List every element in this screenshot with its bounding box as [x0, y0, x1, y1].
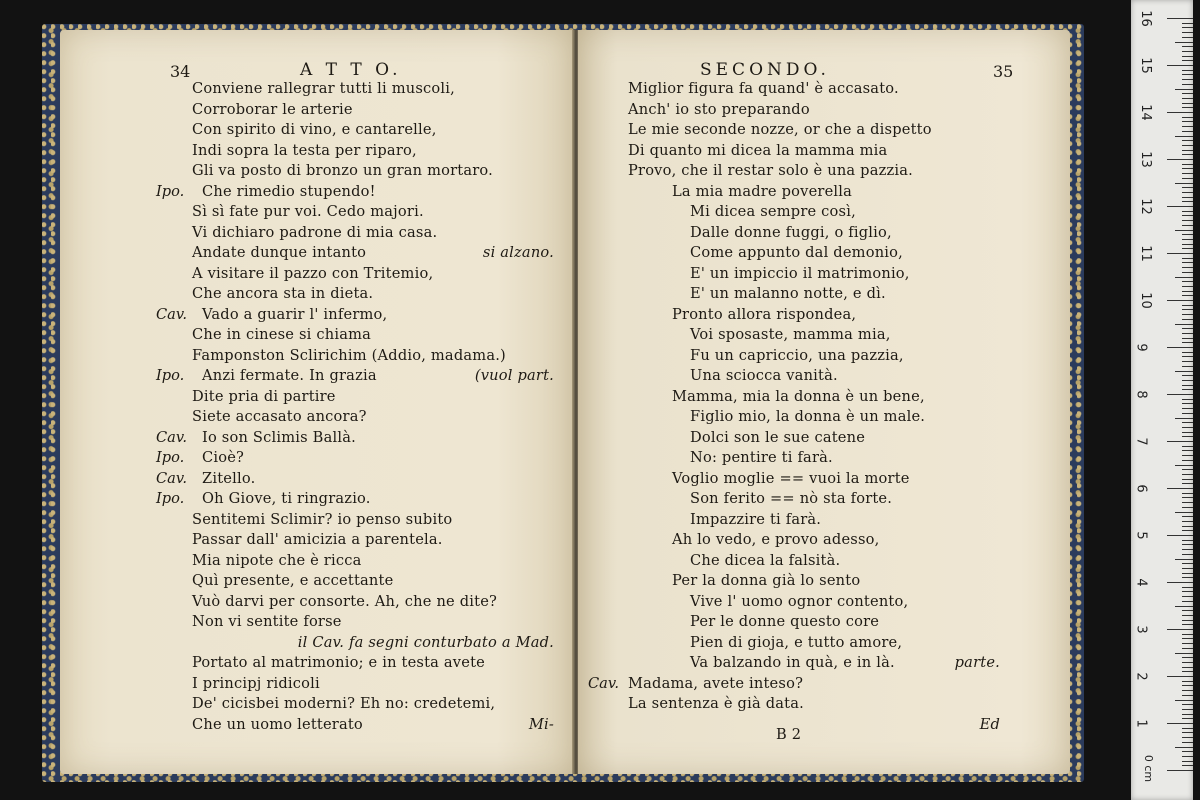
ruler-tick [1182, 732, 1193, 733]
page-number-right: 35 [993, 62, 1014, 81]
ruler-tick [1182, 610, 1193, 611]
ruler-tick [1182, 380, 1193, 381]
text-line: Gli va posto di bronzo un gran mortaro. [192, 162, 493, 179]
ruler-tick [1182, 568, 1193, 569]
ruler-tick [1182, 215, 1193, 216]
ruler-tick [1167, 206, 1193, 207]
ruler-tick [1182, 399, 1193, 400]
ruler-tick [1182, 436, 1193, 437]
ruler-tick [1182, 333, 1193, 334]
ruler-tick [1167, 582, 1193, 583]
text-line: Io son Sclimis Ballà. [202, 428, 356, 446]
text-line: Che in cinese si chiama [192, 326, 372, 343]
ruler-tick [1182, 385, 1193, 386]
ruler-tick [1175, 512, 1193, 513]
ruler-tick [1182, 126, 1193, 127]
ruler-tick [1167, 347, 1193, 348]
ruler-tick [1182, 375, 1193, 376]
ruler-tick [1182, 615, 1193, 616]
ruler-number: 13 [1137, 151, 1153, 168]
stage-direction: si alzano. [482, 244, 554, 261]
ruler-tick [1182, 319, 1193, 320]
ruler-tick [1175, 465, 1193, 466]
ruler-tick [1182, 483, 1193, 484]
ruler-tick [1175, 559, 1193, 560]
text-line: Mia nipote che è ricca [192, 551, 362, 569]
text-line: Conviene rallegrar tutti li muscoli, [192, 80, 455, 97]
ruler-tick [1182, 446, 1193, 447]
ruler-tick [1182, 751, 1193, 752]
ruler-number: 1 [1133, 719, 1149, 728]
text-line: Portato al matrimonio; e in testa avete [192, 654, 485, 671]
ruler-tick [1182, 427, 1193, 428]
right-page [578, 30, 1070, 774]
text-line: Dite pria di partire [192, 387, 336, 405]
ruler-number: 3 [1133, 625, 1149, 634]
ruler-number: 9 [1133, 343, 1149, 352]
ruler-tick [1182, 634, 1193, 635]
ruler-tick [1182, 74, 1193, 75]
ruler-tick [1182, 474, 1193, 475]
text-line: Vi dichiaro padrone di mia casa. [192, 223, 438, 241]
ruler-tick [1182, 201, 1193, 202]
text-line: Che dicea la falsità. [690, 551, 841, 569]
ruler-tick [1175, 230, 1193, 231]
ruler-tick [1182, 432, 1193, 433]
ruler-tick [1182, 493, 1193, 494]
ruler-tick [1182, 27, 1193, 28]
text-line: Passar dall' amicizia a parentela. [192, 531, 443, 548]
ruler-tick [1182, 314, 1193, 315]
ruler-tick [1182, 272, 1193, 273]
ruler-tick [1182, 507, 1193, 508]
text-line: Va balzando in quà, e in là. [690, 654, 895, 671]
ruler-tick [1182, 540, 1193, 541]
ruler-tick [1182, 709, 1193, 710]
stage-direction: (vuol part. [474, 367, 554, 384]
ruler-tick [1182, 356, 1193, 357]
ruler-number: 4 [1133, 578, 1149, 587]
ruler-tick [1182, 187, 1193, 188]
ruler-tick [1182, 389, 1193, 390]
ruler-tick [1175, 653, 1193, 654]
ruler-tick [1182, 220, 1193, 221]
ruler-tick [1182, 526, 1193, 527]
ruler-tick [1182, 704, 1193, 705]
stage-direction: Ed [979, 715, 1000, 733]
ruler-tick [1182, 765, 1193, 766]
ruler-number: 5 [1133, 531, 1149, 540]
ruler-tick [1182, 591, 1193, 592]
text-line: E' un impiccio il matrimonio, [690, 264, 910, 282]
ruler-tick [1182, 98, 1193, 99]
ruler-tick [1182, 60, 1193, 61]
ruler-tick [1182, 286, 1193, 287]
text-line: Con spirito di vino, e cantarelle, [192, 121, 437, 138]
ruler-tick [1167, 394, 1193, 395]
ruler-number: 15 [1137, 57, 1153, 74]
text-line: Zitello. [202, 469, 256, 487]
text-line: Dolci son le sue catene [690, 428, 866, 446]
running-head-right: SECONDO. [700, 60, 830, 80]
ruler-tick [1182, 408, 1193, 409]
ruler-tick [1175, 89, 1193, 90]
ruler-tick [1182, 737, 1193, 738]
speaker-label: Cav. [588, 674, 620, 692]
ruler-tick [1182, 225, 1193, 226]
ruler-tick [1182, 502, 1193, 503]
text-line: A visitare il pazzo con Tritemio, [192, 264, 434, 282]
ruler-tick [1182, 309, 1193, 310]
ruler-tick [1167, 770, 1193, 771]
ruler-tick [1175, 277, 1193, 278]
text-line: Andate dunque intanto [192, 244, 367, 261]
text-line: Mamma, mia la donna è un bene, [672, 387, 925, 405]
text-line: Le mie seconde nozze, or che a dispetto [628, 121, 932, 138]
text-line: Cioè? [202, 449, 245, 466]
ruler-tick [1182, 23, 1193, 24]
ruler-tick [1182, 56, 1193, 57]
book [42, 24, 1084, 782]
ruler-tick [1167, 112, 1193, 113]
text-line: Per le donne questo core [690, 613, 880, 630]
ruler-tick [1182, 103, 1193, 104]
ruler-tick [1182, 145, 1193, 146]
ruler-tick [1182, 248, 1193, 249]
text-line: Quì presente, e accettante [192, 572, 394, 589]
speaker-label: Ipo. [156, 182, 185, 200]
ruler-tick [1182, 685, 1193, 686]
ruler-tick [1182, 643, 1193, 644]
ruler-tick [1182, 521, 1193, 522]
ruler-tick [1182, 173, 1193, 174]
ruler-tick [1182, 234, 1193, 235]
ruler-tick [1182, 455, 1193, 456]
ruler-number: 8 [1133, 390, 1149, 399]
text-line: Voglio moglie == vuoi la morte [672, 469, 910, 487]
ruler-tick [1182, 281, 1193, 282]
left-page [60, 30, 574, 774]
text-line: Siete accasato ancora? [192, 408, 367, 425]
stage-direction: Mi- [528, 715, 554, 733]
ruler-tick [1182, 168, 1193, 169]
ruler-tick [1167, 535, 1193, 536]
ruler-tick [1175, 42, 1193, 43]
ruler-tick [1182, 51, 1193, 52]
ruler-tick [1182, 516, 1193, 517]
text-line: Di quanto mi dicea la mamma mia [628, 141, 888, 159]
ruler-tick [1182, 413, 1193, 414]
running-head-left: A T T O. [300, 60, 402, 80]
ruler-tick [1182, 667, 1193, 668]
text-line: Non vi sentite forse [192, 613, 342, 630]
text-line: Pronto allora rispondea, [672, 305, 857, 323]
ruler-tick [1175, 136, 1193, 137]
ruler-tick [1182, 422, 1193, 423]
ruler-tick [1182, 718, 1193, 719]
ruler-tick [1182, 258, 1193, 259]
text-line: Ah lo vedo, e provo adesso, [672, 531, 880, 548]
ruler-tick [1182, 70, 1193, 71]
text-line: Madama, avete inteso? [628, 674, 804, 692]
ruler-number: 6 [1133, 484, 1149, 493]
text-line: No: pentire ti farà. [690, 449, 833, 466]
ruler-number: 11 [1137, 245, 1153, 262]
text-line: Anch' io sto preparando [628, 100, 810, 118]
ruler-tick [1182, 178, 1193, 179]
speaker-label: Ipo. [156, 490, 185, 507]
ruler-tick [1182, 742, 1193, 743]
ruler-number: 12 [1137, 198, 1153, 215]
ruler-tick [1182, 695, 1193, 696]
ruler-number: 14 [1137, 104, 1153, 121]
text-line: Impazzire ti farà. [690, 510, 822, 528]
ruler-tick [1182, 681, 1193, 682]
text-line: I principj ridicoli [192, 674, 320, 692]
ruler-tick [1182, 577, 1193, 578]
speaker-label: Cav. [156, 469, 188, 487]
ruler-tick [1182, 403, 1193, 404]
text-line: Come appunto dal demonio, [690, 244, 903, 261]
ruler-tick [1182, 37, 1193, 38]
ruler-tick [1182, 352, 1193, 353]
ruler-tick [1167, 629, 1193, 630]
ruler-tick [1182, 549, 1193, 550]
ruler-tick [1182, 239, 1193, 240]
ruler-number: 2 [1133, 672, 1149, 681]
signature-mark: B 2 [776, 726, 802, 743]
ruler-tick [1182, 690, 1193, 691]
text-line: Dalle donne fuggi, o figlio, [690, 223, 892, 241]
ruler-number: 16 [1137, 10, 1153, 27]
ruler-tick [1175, 371, 1193, 372]
ruler-tick [1182, 460, 1193, 461]
ruler-tick [1182, 262, 1193, 263]
text-line: Son ferito == nò sta forte. [690, 490, 893, 507]
ruler-tick [1182, 131, 1193, 132]
ruler-tick [1182, 756, 1193, 757]
text-line: Una sciocca vanità. [690, 367, 838, 384]
ruler-number: 7 [1133, 437, 1149, 446]
text-line: Voi sposaste, mamma mia, [690, 326, 891, 343]
ruler-tick [1182, 150, 1193, 151]
ruler-number: 10 [1137, 292, 1153, 309]
ruler-tick [1182, 361, 1193, 362]
ruler-tick [1175, 418, 1193, 419]
ruler-tick [1167, 723, 1193, 724]
ruler-tick [1182, 479, 1193, 480]
ruler-tick [1182, 714, 1193, 715]
ruler-tick [1175, 700, 1193, 701]
text-line: Mi dicea sempre così, [690, 203, 856, 220]
text-line: Pien di gioja, e tutto amore, [690, 633, 903, 651]
ruler-tick [1182, 93, 1193, 94]
ruler-tick [1182, 497, 1193, 498]
ruler-tick [1182, 211, 1193, 212]
ruler-tick [1175, 606, 1193, 607]
ruler-tick [1182, 197, 1193, 198]
ruler-tick [1182, 154, 1193, 155]
ruler-tick [1182, 624, 1193, 625]
text-line: Fu un capriccio, una pazzia, [690, 346, 904, 364]
ruler-tick [1182, 563, 1193, 564]
text-line: De' cicisbei moderni? Eh no: credetemi, [192, 695, 496, 712]
ruler-tick [1182, 620, 1193, 621]
ruler-tick [1182, 267, 1193, 268]
ruler-tick [1167, 65, 1193, 66]
ruler-tick [1182, 450, 1193, 451]
text-line: Indi sopra la testa per riparo, [192, 141, 417, 159]
ruler-tick [1182, 338, 1193, 339]
ruler-tick [1182, 662, 1193, 663]
ruler-tick [1182, 530, 1193, 531]
ruler-tick [1182, 648, 1193, 649]
speaker-label: Ipo. [156, 367, 185, 384]
text-line: Vado a guarir l' infermo, [202, 305, 388, 323]
ruler-tick [1182, 164, 1193, 165]
ruler-unit: 0 cm [1142, 754, 1156, 783]
text-line: Vive l' uomo ognor contento, [690, 592, 909, 610]
ruler-tick [1167, 488, 1193, 489]
ruler-tick [1182, 84, 1193, 85]
speaker-label: Cav. [156, 428, 188, 446]
ruler-tick [1167, 253, 1193, 254]
ruler [1131, 0, 1193, 800]
text-line: Che ancora sta in dieta. [192, 285, 374, 302]
ruler-tick [1182, 366, 1193, 367]
text-line: Che rimedio stupendo! [202, 182, 376, 200]
ruler-tick [1167, 159, 1193, 160]
ruler-tick [1182, 79, 1193, 80]
text-line: Corroborar le arterie [192, 100, 353, 118]
ruler-tick [1167, 300, 1193, 301]
ruler-tick [1182, 342, 1193, 343]
ruler-tick [1175, 324, 1193, 325]
page-number-left: 34 [170, 62, 191, 81]
ruler-tick [1175, 183, 1193, 184]
ruler-tick [1182, 601, 1193, 602]
ruler-tick [1182, 671, 1193, 672]
ruler-tick [1182, 573, 1193, 574]
text-line: Famponston Sclirichim (Addio, madama.) [192, 346, 506, 364]
ruler-tick [1182, 121, 1193, 122]
ruler-tick [1175, 747, 1193, 748]
ruler-tick [1167, 441, 1193, 442]
ruler-tick [1182, 117, 1193, 118]
ruler-tick [1182, 305, 1193, 306]
ruler-tick [1182, 554, 1193, 555]
ruler-tick [1167, 676, 1193, 677]
text-line: Oh Giove, ti ringrazio. [202, 490, 371, 507]
text-line: E' un malanno notte, e dì. [690, 285, 886, 302]
ruler-tick [1182, 46, 1193, 47]
text-line: Sì sì fate pur voi. Cedo majori. [192, 203, 424, 220]
ruler-tick [1182, 32, 1193, 33]
ruler-tick [1182, 140, 1193, 141]
ruler-tick [1182, 244, 1193, 245]
text-line: Provo, che il restar solo è una pazzia. [628, 162, 914, 179]
ruler-tick [1182, 657, 1193, 658]
speaker-label: Ipo. [156, 449, 185, 466]
stage-direction: il Cav. fa segni conturbato a Mad. [297, 633, 554, 651]
ruler-tick [1182, 761, 1193, 762]
text-line: La mia madre poverella [672, 182, 853, 200]
ruler-tick [1182, 544, 1193, 545]
ruler-tick [1182, 638, 1193, 639]
ruler-tick [1182, 328, 1193, 329]
ruler-tick [1182, 596, 1193, 597]
text-line: Figlio mio, la donna è un male. [690, 408, 926, 425]
text-line: Vuò darvi per consorte. Ah, che ne dite? [192, 592, 498, 610]
stage-direction: parte. [954, 654, 1000, 671]
text-line: Che un uomo letterato [192, 715, 363, 733]
speaker-label: Cav. [156, 305, 188, 323]
text-line: Anzi fermate. In grazia [202, 367, 377, 384]
ruler-tick [1182, 469, 1193, 470]
text-line: Miglior figura fa quand' è accasato. [628, 80, 899, 97]
ruler-tick [1167, 18, 1193, 19]
text-line: Per la donna già lo sento [672, 572, 861, 589]
text-line: La sentenza è già data. [628, 695, 804, 712]
ruler-tick [1182, 295, 1193, 296]
text-line: Sentitemi Sclimir? io penso subito [192, 510, 453, 528]
ruler-tick [1182, 728, 1193, 729]
ruler-tick [1182, 192, 1193, 193]
ruler-tick [1182, 291, 1193, 292]
ruler-tick [1182, 587, 1193, 588]
ruler-tick [1182, 107, 1193, 108]
